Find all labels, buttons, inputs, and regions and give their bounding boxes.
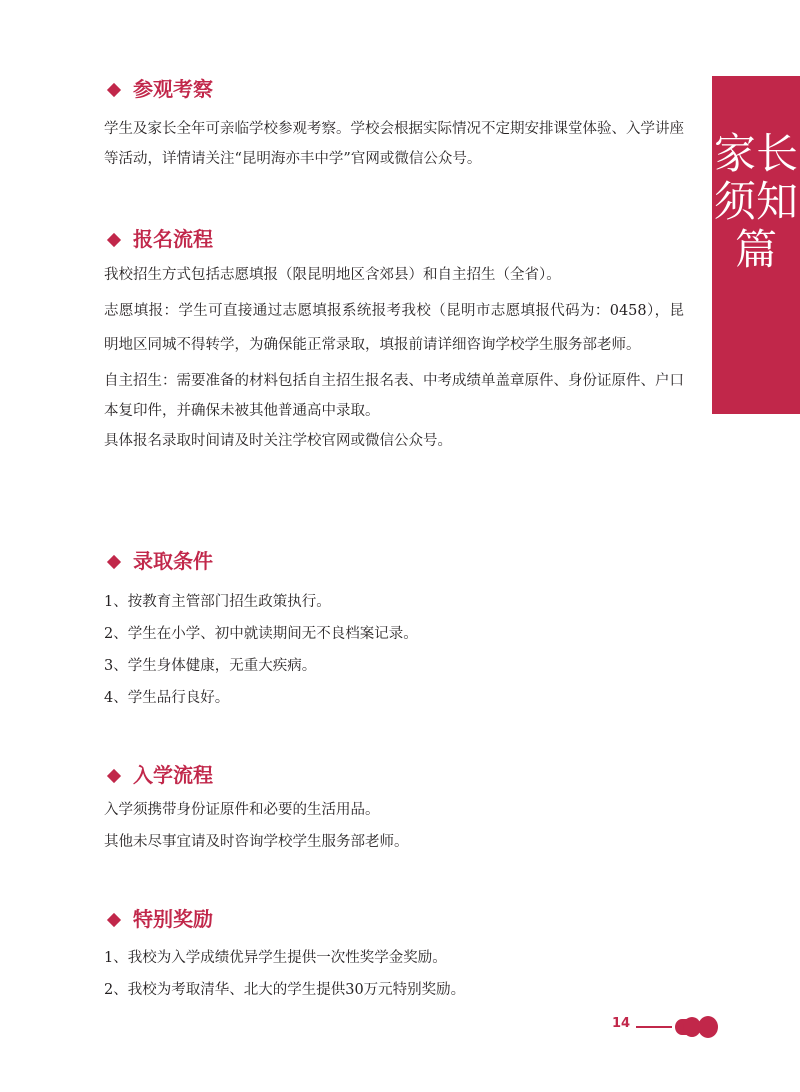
section-heading-text: 参观考察 — [133, 77, 213, 101]
section-heading — [104, 546, 684, 576]
paragraph: 自主招生：需要准备的材料包括自主招生报名表、中考成绩单盖章原件、身份证原件、户口本复印件，并确保未被其他普通高中录取。 — [104, 373, 684, 419]
section-registration — [104, 224, 684, 456]
paragraph: 志愿填报：学生可直接通过志愿填报系统报考我校（昆明市志愿填报代码为：0458），昆明地区同城不得转学，为确保能正常录取，填报前请详细咨询学校学生服务部老师。 — [104, 303, 684, 353]
paragraph: 学生及家长全年可亲临学校参观考察。学校会根据实际情况不定期安排课堂体验、入学讲座等活动，详情请关注“昆明海亦丰中学”官网或微信公众号。 — [104, 121, 684, 167]
list-item: 4、学生品行良好。 — [104, 690, 230, 706]
diamond-bullet-icon — [107, 912, 121, 926]
side-tab — [712, 76, 800, 414]
paragraph: 其他未尽事宜请及时咨询学校学生服务部老师。 — [104, 834, 409, 850]
diamond-bullet-icon — [107, 554, 121, 568]
section-admission-conditions — [104, 546, 684, 714]
list-item: 1、我校为入学成绩优异学生提供一次性奖学金奖励。 — [104, 950, 447, 966]
paragraph: 我校招生方式包括志愿填报（限昆明地区含郊县）和自主招生（全省）。 — [104, 267, 561, 283]
section-heading-text: 录取条件 — [133, 549, 213, 573]
diamond-bullet-icon — [107, 82, 121, 96]
list-item: 1、按教育主管部门招生政策执行。 — [104, 594, 331, 610]
section-special-rewards — [104, 904, 684, 1006]
section-heading-text: 特别奖励 — [133, 907, 213, 931]
page-number: 14 — [612, 1016, 631, 1031]
side-tab-title: 家长须知篇 — [713, 129, 798, 274]
section-heading-text: 入学流程 — [133, 763, 213, 787]
list-item: 2、学生在小学、初中就读期间无不良档案记录。 — [104, 626, 418, 642]
section-heading — [104, 760, 684, 790]
paragraph: 具体报名录取时间请及时关注学校官网或微信公众号。 — [104, 433, 452, 449]
section-heading — [104, 904, 684, 934]
diamond-bullet-icon — [107, 768, 121, 782]
list-item: 2、我校为考取清华、北大的学生提供30万元特别奖励。 — [104, 982, 466, 998]
section-heading-text: 报名流程 — [133, 227, 213, 251]
footer-rule — [636, 1026, 672, 1028]
paragraph: 入学须携带身份证原件和必要的生活用品。 — [104, 802, 380, 818]
section-visit — [104, 74, 684, 174]
footer-dot-icon — [698, 1016, 718, 1038]
diamond-bullet-icon — [107, 232, 121, 246]
section-heading — [104, 74, 684, 104]
section-heading — [104, 224, 684, 254]
list-item: 3、学生身体健康，无重大疾病。 — [104, 658, 317, 674]
page-footer — [612, 1012, 722, 1040]
section-enrollment — [104, 760, 684, 858]
